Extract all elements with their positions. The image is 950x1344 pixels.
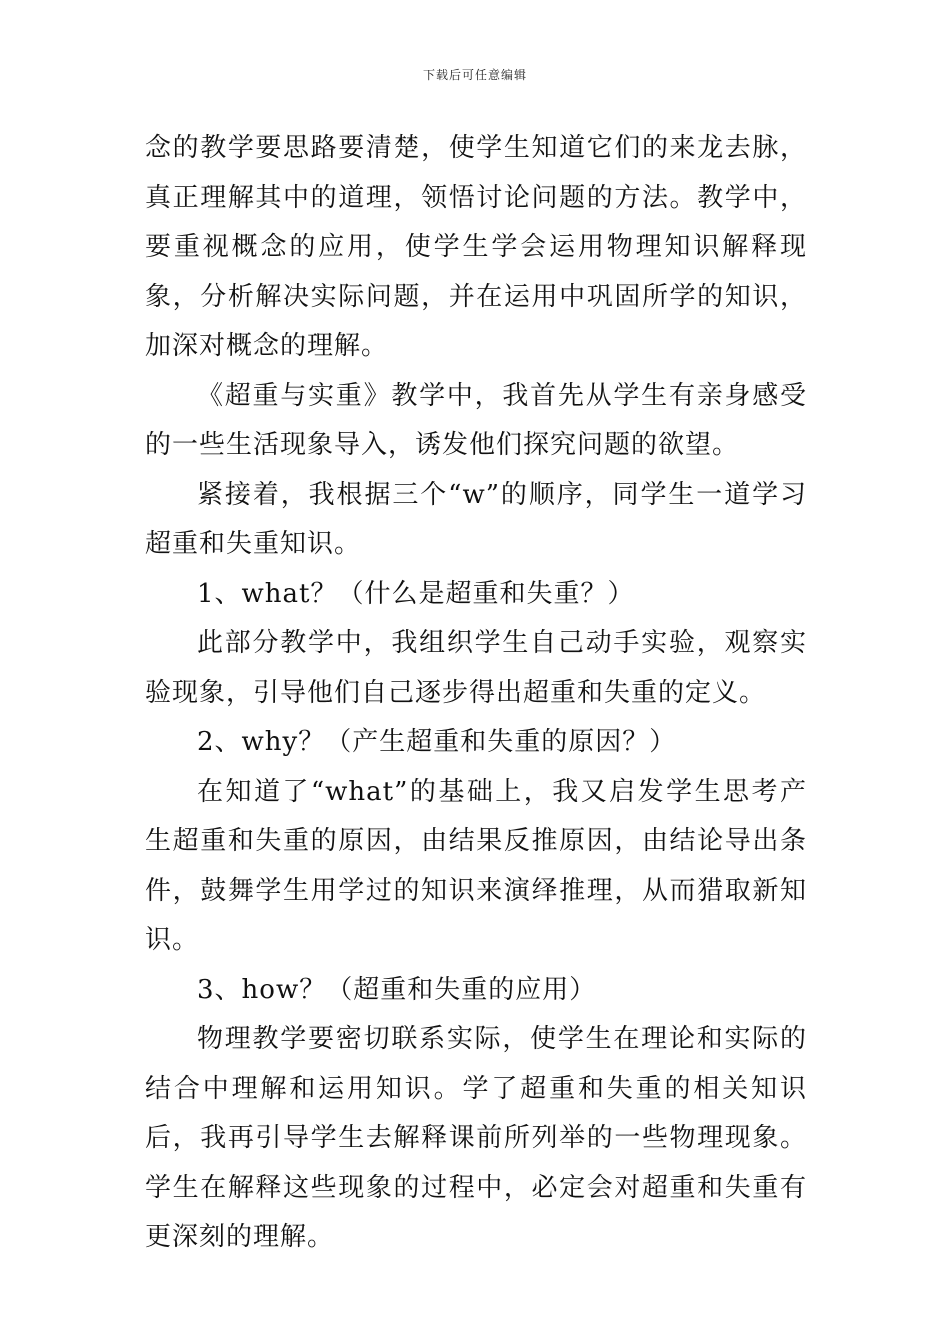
paragraph: 此部分教学中，我组织学生自己动手实验，观察实验现象，引导他们自己逐步得出超重和失重的定义。 bbox=[145, 628, 807, 708]
document-body bbox=[145, 124, 807, 1263]
paragraph: 念的教学要思路要清楚，使学生知道它们的来龙去脉，真正理解其中的道理，领悟讨论问题的方法。教学中，要重视概念的应用，使学生学会运用物理知识解释现象，分析解决实际问题，并在运用中巩固所学的知识，加深对概念的理解。 bbox=[145, 133, 807, 361]
paragraph: 物理教学要密切联系实际，使学生在理论和实际的结合中理解和运用知识。学了超重和失重的相关知识后，我再引导学生去解释课前所列举的一些物理现象。学生在解释这些现象的过程中，必定会对超重和失重有更深刻的理解。 bbox=[145, 1024, 807, 1252]
paragraph: 在知道了“what”的基础上，我又启发学生思考产生超重和失重的原因，由结果反推原因，由结论导出条件，鼓舞学生用学过的知识来演绎推理，从而猎取新知识。 bbox=[145, 776, 807, 955]
paragraph: 紧接着，我根据三个“w”的顺序，同学生一道学习超重和失重知识。 bbox=[145, 479, 807, 559]
list-heading-how: 3、how？（超重和失重的应用） bbox=[197, 974, 597, 1005]
paragraph: 《超重与实重》教学中，我首先从学生有亲身感受的一些生活现象导入，诱发他们探究问题的欲望。 bbox=[145, 380, 807, 460]
list-heading-what: 1、what？（什么是超重和失重？） bbox=[197, 578, 635, 609]
list-heading-why: 2、why？（产生超重和失重的原因？） bbox=[197, 727, 677, 757]
page-header: 下载后可任意编辑 bbox=[422, 68, 527, 82]
